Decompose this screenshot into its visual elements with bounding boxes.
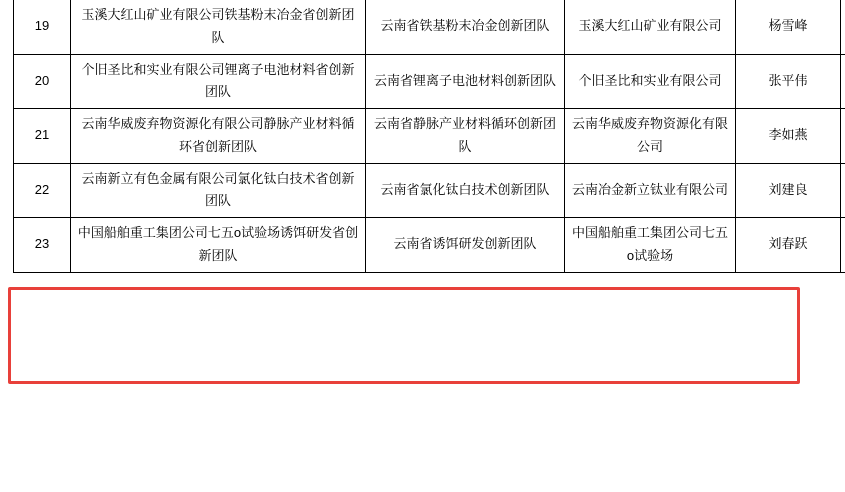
team-name-text: 云南华威废弃物资源化有限公司静脉产业材料循环省创新团队 bbox=[81, 116, 355, 154]
cell-extra bbox=[841, 109, 845, 164]
table-row bbox=[14, 218, 845, 273]
cell-innovation-field bbox=[366, 163, 565, 218]
host-unit-text: 云南冶金新立钛业有限公司 bbox=[571, 181, 728, 197]
cell-extra bbox=[841, 0, 845, 54]
cell-extra bbox=[841, 163, 845, 218]
host-unit-text: 玉溪大红山矿业有限公司 bbox=[578, 18, 722, 34]
leader-text: 李如燕 bbox=[768, 127, 808, 143]
cell-row-number bbox=[14, 0, 71, 54]
row-number-text: 19 bbox=[34, 18, 50, 34]
cell-host-unit bbox=[565, 0, 736, 54]
leader-text: 杨雪峰 bbox=[768, 18, 808, 34]
cell-row-number bbox=[14, 163, 71, 218]
cell-team-name bbox=[71, 0, 366, 54]
cell-leader bbox=[736, 54, 841, 109]
host-unit-text: 个旧圣比和实业有限公司 bbox=[578, 72, 722, 88]
innovation-field-text: 云南省铁基粉末冶金创新团队 bbox=[380, 18, 550, 34]
cell-innovation-field bbox=[366, 109, 565, 164]
cell-leader bbox=[736, 163, 841, 218]
row-highlight-annotation bbox=[8, 287, 800, 384]
host-unit-text: 云南华威废弃物资源化有限公司 bbox=[571, 116, 728, 154]
table-row bbox=[14, 54, 845, 109]
cell-innovation-field bbox=[366, 54, 565, 109]
host-unit-text: 中国船舶重工集团公司七五o试验场 bbox=[571, 225, 728, 263]
cell-host-unit bbox=[565, 109, 736, 164]
leader-text: 刘春跃 bbox=[768, 236, 808, 252]
team-name-text: 玉溪大红山矿业有限公司铁基粉末冶金省创新团队 bbox=[81, 7, 355, 45]
row-number-text: 22 bbox=[34, 181, 50, 197]
data-table bbox=[13, 0, 845, 273]
cell-leader bbox=[736, 0, 841, 54]
cell-leader bbox=[736, 109, 841, 164]
cell-team-name bbox=[71, 163, 366, 218]
row-number-text: 21 bbox=[34, 127, 50, 143]
cell-extra bbox=[841, 54, 845, 109]
innovation-field-text: 云南省锂离子电池材料创新团队 bbox=[373, 72, 556, 88]
cell-leader bbox=[736, 218, 841, 273]
innovation-field-text: 云南省诱饵研发创新团队 bbox=[393, 236, 537, 252]
table-row bbox=[14, 0, 845, 54]
table-row bbox=[14, 109, 845, 164]
cell-host-unit bbox=[565, 54, 736, 109]
cell-row-number bbox=[14, 218, 71, 273]
cell-team-name bbox=[71, 109, 366, 164]
leader-text: 张平伟 bbox=[768, 72, 808, 88]
cell-extra bbox=[841, 218, 845, 273]
team-name-text: 个旧圣比和实业有限公司锂离子电池材料省创新团队 bbox=[81, 61, 355, 100]
row-number-text: 23 bbox=[34, 236, 50, 252]
cell-row-number bbox=[14, 109, 71, 164]
cell-innovation-field bbox=[366, 218, 565, 273]
leader-text: 刘建良 bbox=[768, 181, 808, 197]
cell-innovation-field bbox=[366, 0, 565, 54]
table-row-highlighted bbox=[14, 163, 845, 218]
team-name-text: 中国船舶重工集团公司七五o试验场诱饵研发省创新团队 bbox=[77, 225, 359, 263]
cell-row-number bbox=[14, 54, 71, 109]
team-name-text: 云南新立有色金属有限公司氯化钛白技术省创新团队 bbox=[81, 170, 355, 209]
cell-team-name bbox=[71, 218, 366, 273]
cell-host-unit bbox=[565, 163, 736, 218]
innovation-field-text: 云南省静脉产业材料循环创新团队 bbox=[373, 116, 556, 154]
cell-team-name bbox=[71, 54, 366, 109]
innovation-field-text: 云南省氯化钛白技术创新团队 bbox=[380, 181, 550, 197]
cell-host-unit bbox=[565, 218, 736, 273]
table-body bbox=[14, 0, 845, 272]
row-number-text: 20 bbox=[34, 72, 50, 88]
